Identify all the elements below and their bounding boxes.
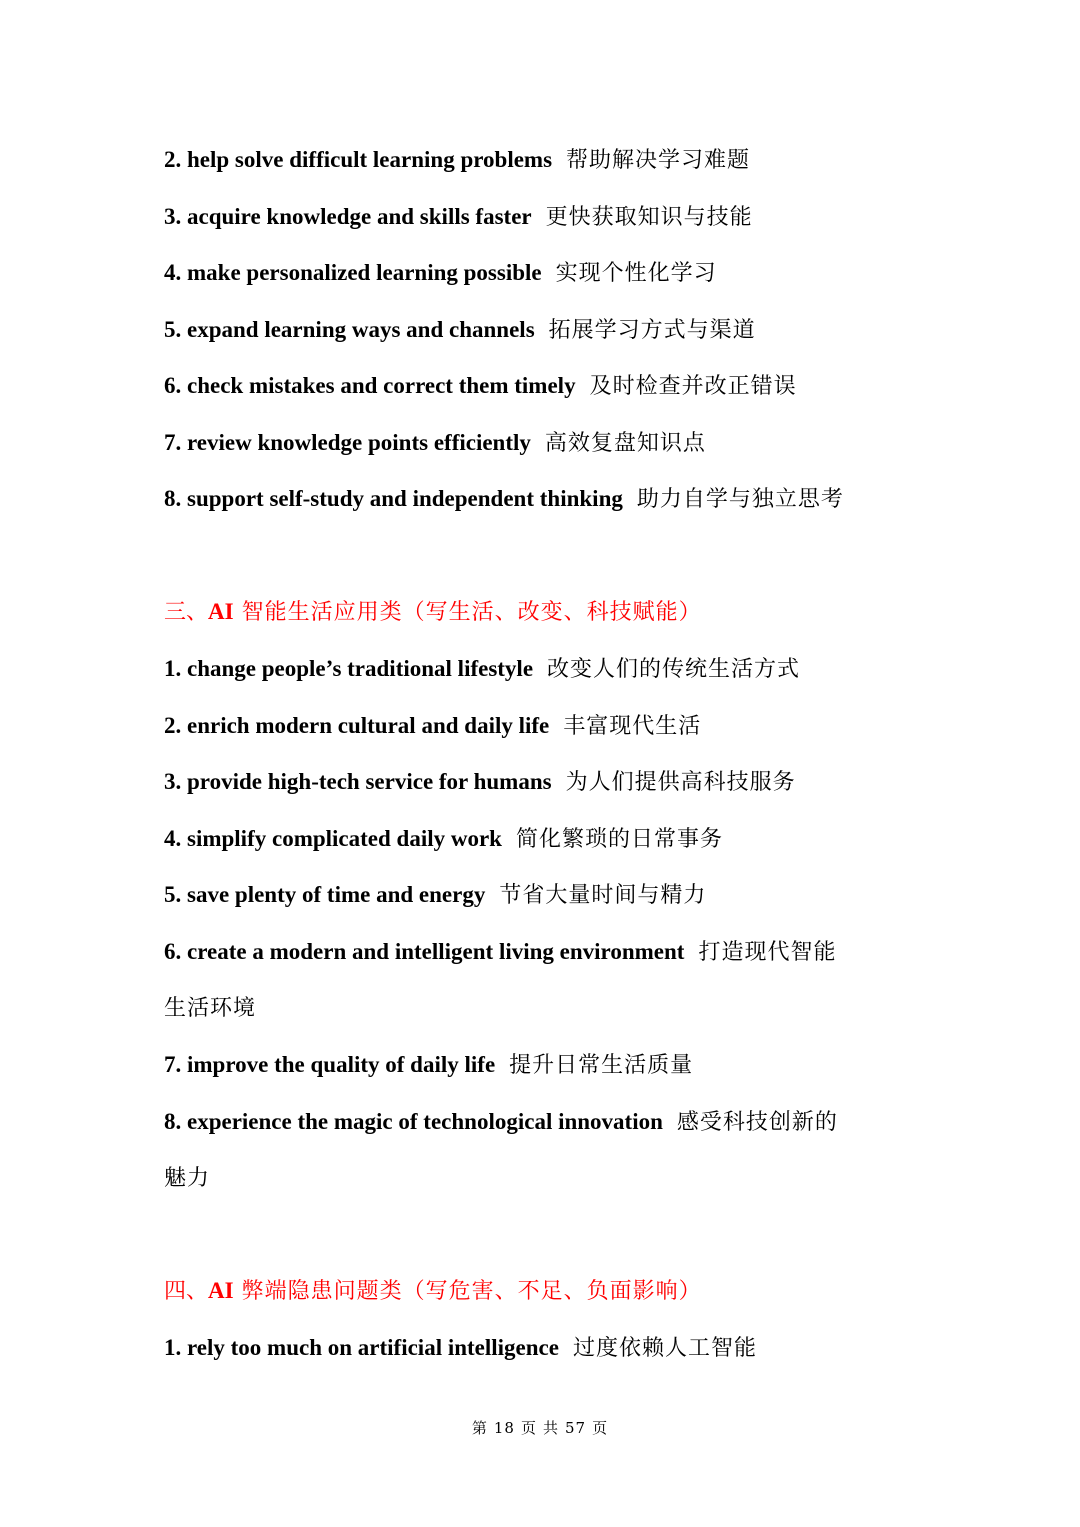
list-item: 8. experience the magic of technological innovation 感受科技创新的	[164, 1109, 838, 1135]
list-item: 4. simplify complicated daily work 简化繁琐的日常事务	[164, 826, 723, 852]
page-footer: 第 18 页 共 57 页	[471, 1419, 609, 1437]
list-item: 2. enrich modern cultural and daily life 丰富现代生活	[164, 713, 702, 739]
list-item: 7. review knowledge points efficiently 高效复盘知识点	[164, 430, 706, 456]
list-item: 5. save plenty of time and energy 节省大量时间与精力	[164, 882, 707, 908]
list-item: 1. change people’s traditional lifestyle 改变人们的传统生活方式	[164, 656, 801, 682]
list-item-continuation: 生活环境	[164, 996, 257, 1021]
list-item: 3. acquire knowledge and skills faster 更快获取知识与技能	[164, 204, 753, 230]
list-item: 6. check mistakes and correct them timely 及时检查并改正错误	[164, 373, 797, 399]
section-heading: 四、AI 弊端隐患问题类（写危害、不足、负面影响）	[164, 1278, 702, 1304]
list-item: 7. improve the quality of daily life 提升日常生活质量	[164, 1052, 694, 1078]
list-item: 2. help solve difficult learning problems 帮助解决学习难题	[164, 147, 751, 173]
list-item: 3. provide high-tech service for humans 为人们提供高科技服务	[164, 769, 796, 795]
list-item: 1. rely too much on artificial intelligence 过度依赖人工智能	[164, 1335, 757, 1361]
list-item: 5. expand learning ways and channels 拓展学习方式与渠道	[164, 317, 756, 343]
list-item: 4. make personalized learning possible 实现个性化学习	[164, 260, 717, 286]
list-item: 8. support self-study and independent thinking 助力自学与独立思考	[164, 486, 844, 512]
list-item: 6. create a modern and intelligent living environment 打造现代智能	[164, 939, 837, 965]
page-number: 18	[493, 1419, 515, 1437]
list-item-continuation: 魅力	[164, 1166, 211, 1191]
page-total: 57	[565, 1419, 587, 1437]
section-heading: 三、AI 智能生活应用类（写生活、改变、科技赋能）	[164, 599, 702, 625]
